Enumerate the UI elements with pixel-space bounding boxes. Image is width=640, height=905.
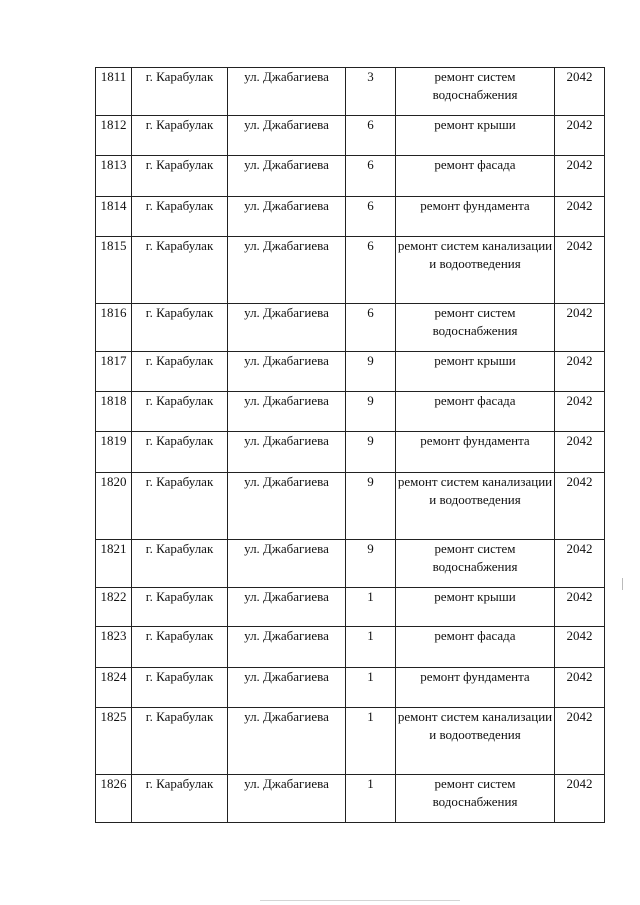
- town-cell: г. Карабулак: [132, 116, 228, 156]
- year-cell: 2042: [555, 197, 605, 237]
- row-number: 1815: [96, 237, 132, 304]
- row-number: 1814: [96, 197, 132, 237]
- table-row: [96, 627, 605, 668]
- table-row: [96, 197, 605, 237]
- street-cell: ул. Джабагиева: [228, 708, 346, 775]
- house-number-cell: 1: [346, 775, 396, 823]
- repair-work-cell: ремонт фасада: [396, 627, 555, 668]
- street-cell: ул. Джабагиева: [228, 197, 346, 237]
- house-number-cell: 9: [346, 352, 396, 392]
- repair-work-cell: ремонт крыши: [396, 588, 555, 627]
- town-cell: г. Карабулак: [132, 432, 228, 473]
- house-number-cell: 6: [346, 237, 396, 304]
- town-cell: г. Карабулак: [132, 156, 228, 197]
- year-cell: 2042: [555, 237, 605, 304]
- house-number-cell: 9: [346, 540, 396, 588]
- street-cell: ул. Джабагиева: [228, 68, 346, 116]
- street-cell: ул. Джабагиева: [228, 775, 346, 823]
- repair-work-cell: ремонт систем канализации и водоотведения: [396, 708, 555, 775]
- year-cell: 2042: [555, 540, 605, 588]
- repair-work-cell: ремонт крыши: [396, 352, 555, 392]
- year-cell: 2042: [555, 668, 605, 708]
- street-cell: ул. Джабагиева: [228, 627, 346, 668]
- year-cell: 2042: [555, 708, 605, 775]
- row-number: 1821: [96, 540, 132, 588]
- table-row: [96, 156, 605, 197]
- row-number: 1823: [96, 627, 132, 668]
- street-cell: ул. Джабагиева: [228, 237, 346, 304]
- repair-work-cell: ремонт фундамента: [396, 432, 555, 473]
- town-cell: г. Карабулак: [132, 708, 228, 775]
- row-number: 1824: [96, 668, 132, 708]
- repair-work-cell: ремонт систем водоснабжения: [396, 775, 555, 823]
- house-number-cell: 1: [346, 588, 396, 627]
- scan-edge-mark: [622, 578, 623, 590]
- street-cell: ул. Джабагиева: [228, 473, 346, 540]
- row-number: 1819: [96, 432, 132, 473]
- town-cell: г. Карабулак: [132, 237, 228, 304]
- house-number-cell: 3: [346, 68, 396, 116]
- town-cell: г. Карабулак: [132, 68, 228, 116]
- town-cell: г. Карабулак: [132, 352, 228, 392]
- house-number-cell: 6: [346, 304, 396, 352]
- row-number: 1816: [96, 304, 132, 352]
- year-cell: 2042: [555, 68, 605, 116]
- house-number-cell: 6: [346, 197, 396, 237]
- year-cell: 2042: [555, 352, 605, 392]
- town-cell: г. Карабулак: [132, 197, 228, 237]
- year-cell: 2042: [555, 775, 605, 823]
- town-cell: г. Карабулак: [132, 588, 228, 627]
- row-number: 1813: [96, 156, 132, 197]
- table-row: [96, 68, 605, 116]
- table-row: [96, 473, 605, 540]
- town-cell: г. Карабулак: [132, 627, 228, 668]
- year-cell: 2042: [555, 473, 605, 540]
- repair-work-cell: ремонт фасада: [396, 156, 555, 197]
- house-number-cell: 1: [346, 627, 396, 668]
- table-row: [96, 116, 605, 156]
- table-row: [96, 540, 605, 588]
- street-cell: ул. Джабагиева: [228, 588, 346, 627]
- year-cell: 2042: [555, 156, 605, 197]
- repair-work-cell: ремонт систем водоснабжения: [396, 540, 555, 588]
- repair-work-cell: ремонт систем канализации и водоотведения: [396, 237, 555, 304]
- repair-work-cell: ремонт крыши: [396, 116, 555, 156]
- table-body: [96, 68, 605, 823]
- repair-work-cell: ремонт фундамента: [396, 197, 555, 237]
- table-row: [96, 668, 605, 708]
- row-number: 1817: [96, 352, 132, 392]
- house-number-cell: 6: [346, 156, 396, 197]
- table-row: [96, 588, 605, 627]
- row-number: 1820: [96, 473, 132, 540]
- house-number-cell: 9: [346, 473, 396, 540]
- town-cell: г. Карабулак: [132, 668, 228, 708]
- street-cell: ул. Джабагиева: [228, 540, 346, 588]
- table-row: [96, 237, 605, 304]
- year-cell: 2042: [555, 392, 605, 432]
- year-cell: 2042: [555, 304, 605, 352]
- repair-work-cell: ремонт систем водоснабжения: [396, 68, 555, 116]
- house-number-cell: 9: [346, 392, 396, 432]
- row-number: 1826: [96, 775, 132, 823]
- street-cell: ул. Джабагиева: [228, 352, 346, 392]
- scan-edge-mark: [260, 900, 460, 901]
- repair-work-cell: ремонт фундамента: [396, 668, 555, 708]
- street-cell: ул. Джабагиева: [228, 392, 346, 432]
- table-row: [96, 775, 605, 823]
- row-number: 1811: [96, 68, 132, 116]
- table-row: [96, 352, 605, 392]
- table-row: [96, 432, 605, 473]
- street-cell: ул. Джабагиева: [228, 156, 346, 197]
- table-row: [96, 392, 605, 432]
- repair-work-cell: ремонт систем канализации и водоотведения: [396, 473, 555, 540]
- town-cell: г. Карабулак: [132, 304, 228, 352]
- row-number: 1825: [96, 708, 132, 775]
- repair-work-cell: ремонт фасада: [396, 392, 555, 432]
- house-number-cell: 1: [346, 668, 396, 708]
- year-cell: 2042: [555, 116, 605, 156]
- town-cell: г. Карабулак: [132, 775, 228, 823]
- year-cell: 2042: [555, 627, 605, 668]
- street-cell: ул. Джабагиева: [228, 668, 346, 708]
- house-number-cell: 1: [346, 708, 396, 775]
- year-cell: 2042: [555, 432, 605, 473]
- year-cell: 2042: [555, 588, 605, 627]
- town-cell: г. Карабулак: [132, 473, 228, 540]
- street-cell: ул. Джабагиева: [228, 116, 346, 156]
- repair-work-cell: ремонт систем водоснабжения: [396, 304, 555, 352]
- town-cell: г. Карабулак: [132, 540, 228, 588]
- street-cell: ул. Джабагиева: [228, 304, 346, 352]
- house-number-cell: 6: [346, 116, 396, 156]
- row-number: 1818: [96, 392, 132, 432]
- house-number-cell: 9: [346, 432, 396, 473]
- street-cell: ул. Джабагиева: [228, 432, 346, 473]
- row-number: 1812: [96, 116, 132, 156]
- table-row: [96, 304, 605, 352]
- table-row: [96, 708, 605, 775]
- town-cell: г. Карабулак: [132, 392, 228, 432]
- row-number: 1822: [96, 588, 132, 627]
- repair-schedule-table: [95, 67, 605, 823]
